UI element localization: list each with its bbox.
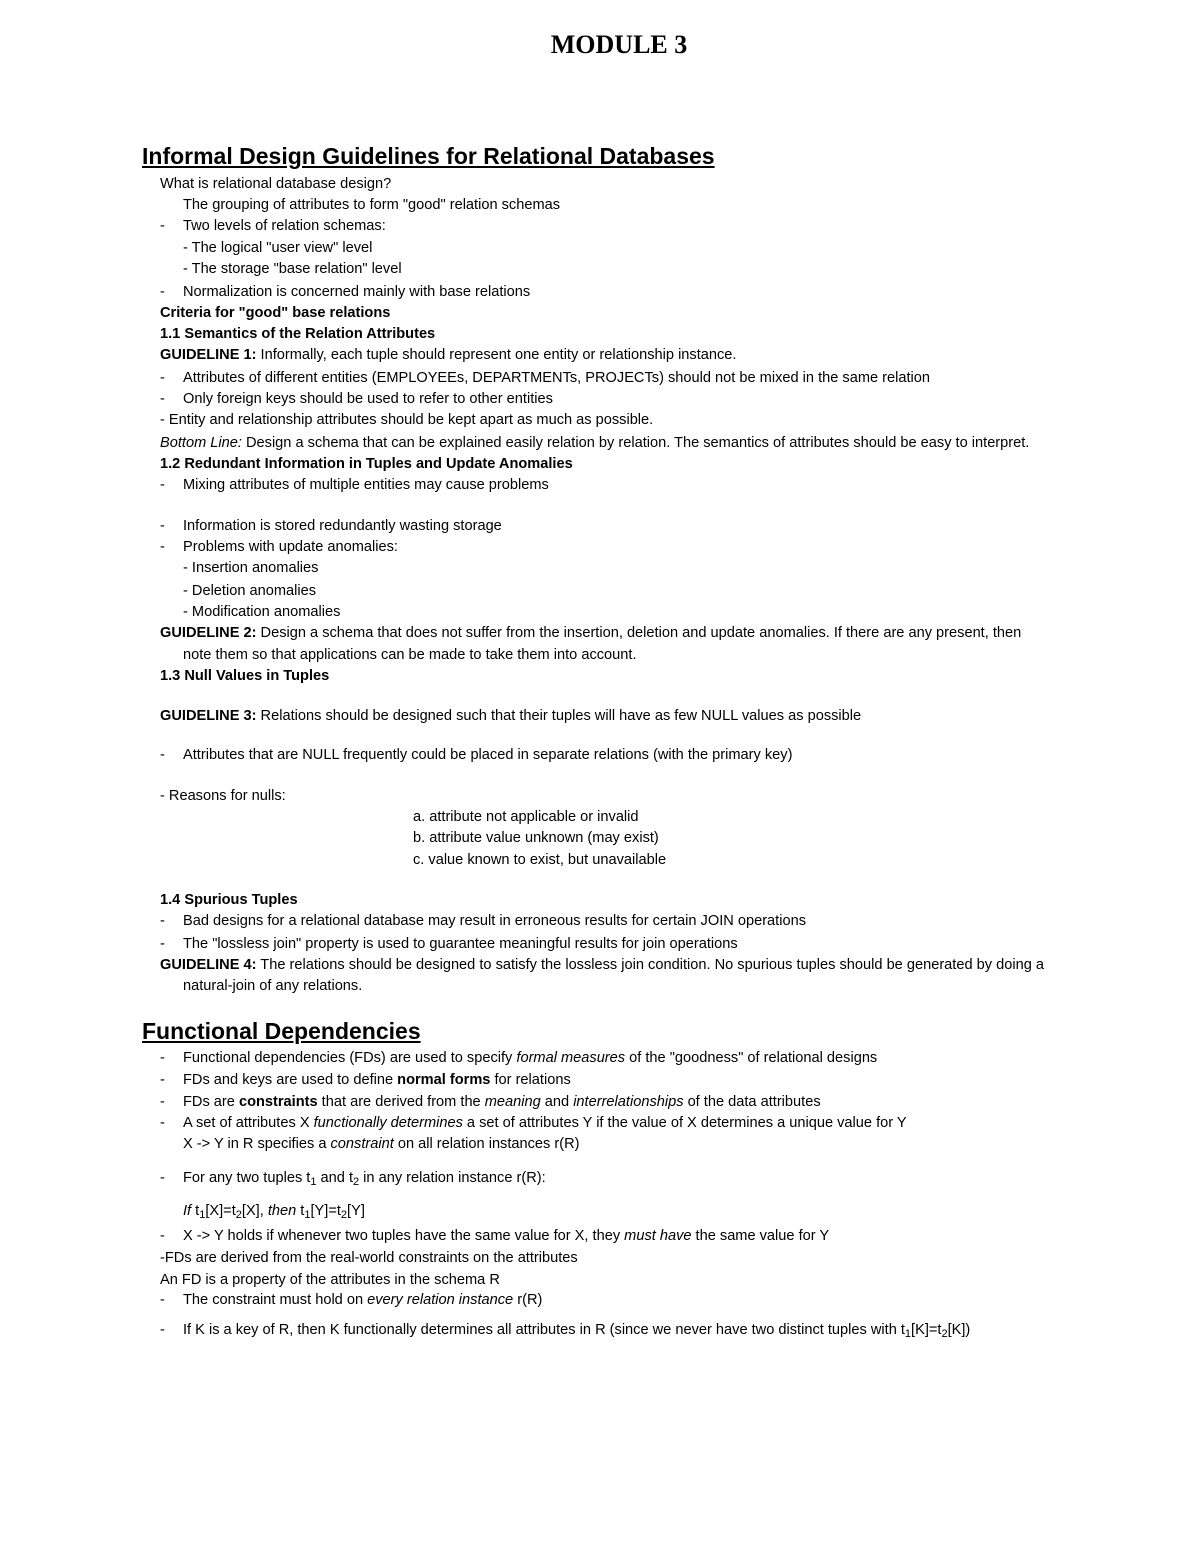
text-run: [Y] <box>347 1203 365 1219</box>
text-run: for relations <box>490 1072 571 1088</box>
subscript: 2 <box>941 1328 948 1340</box>
bullet-dash: - <box>160 1072 165 1088</box>
subscript: 1 <box>304 1209 311 1221</box>
bottom-line-label: Bottom Line: <box>160 435 242 451</box>
bullet-dash: - <box>160 747 165 763</box>
text-run: If K is a key of R, then K functionally determines all attributes in R (since we never have two distinct tuples with t <box>183 1322 905 1338</box>
bullet-item <box>183 1320 970 1344</box>
bullet-dash: - <box>160 1094 165 1110</box>
text-run: X -> Y holds if whenever two tuples have the same value for X, they <box>183 1228 625 1244</box>
text-run: meaning <box>484 1094 541 1110</box>
text-run: Functional dependencies (FDs) are used to specify <box>183 1050 517 1066</box>
text-run: [X]=t <box>205 1203 236 1219</box>
sub-item: - Modification anomalies <box>183 604 341 620</box>
text-run: The constraint must hold on <box>183 1292 368 1308</box>
reasons-heading: - Reasons for nulls: <box>160 788 286 804</box>
bullet-dash: - <box>160 284 165 300</box>
text-run: a set of attributes Y if the value of X determines a unique value for Y <box>462 1115 907 1131</box>
bullet-item: Attributes of different entities (EMPLOYEEs, DEPARTMENTs, PROJECTs) should not be mixed in the same relation <box>183 370 931 386</box>
fd-definition <box>183 1134 580 1154</box>
text-run: on all relation instances r(R) <box>393 1136 580 1152</box>
bullet-item: - Entity and relationship attributes should be kept apart as much as possible. <box>160 412 654 428</box>
text-run: FDs and keys are used to define <box>183 1072 398 1088</box>
bullet-item <box>183 1048 877 1068</box>
bullet-dash: - <box>160 1292 165 1308</box>
subscript: 2 <box>340 1209 348 1221</box>
subsection-1-1: 1.1 Semantics of the Relation Attributes <box>160 326 436 342</box>
bullet-dash: - <box>160 539 165 555</box>
sub-item: - Deletion anomalies <box>183 583 317 599</box>
subsection-1-2: 1.2 Redundant Information in Tuples and Update Anomalies <box>160 456 573 472</box>
text-run: constraints <box>238 1094 318 1110</box>
bullet-item <box>183 1113 907 1133</box>
guideline-2-continued: note them so that applications can be made to take them into account. <box>183 647 637 663</box>
bullet-item <box>183 1092 821 1112</box>
subsection-1-4: 1.4 Spurious Tuples <box>160 892 298 908</box>
bullet-dash: - <box>160 1170 165 1186</box>
text-run: A set of attributes X <box>183 1115 314 1131</box>
text-run: that are derived from the <box>317 1094 485 1110</box>
text-run: r(R) <box>513 1292 543 1308</box>
guideline-text: Informally, each tuple should represent one entity or relationship instance. <box>256 347 737 363</box>
bullet-dash: - <box>160 518 165 534</box>
subscript: 1 <box>904 1328 912 1340</box>
bullet-item <box>183 1070 571 1090</box>
sub-item: - Insertion anomalies <box>183 560 319 576</box>
bullet-dash: - <box>160 1115 165 1131</box>
section-heading-fds: Functional Dependencies <box>142 1018 421 1044</box>
bullet-dash: - <box>160 477 165 493</box>
text-run: of the "goodness" of relational designs <box>625 1050 878 1066</box>
text-run: [K]) <box>947 1322 971 1338</box>
bullet-item: Problems with update anomalies: <box>183 539 398 555</box>
text-run: and <box>540 1094 574 1110</box>
subscript: 2 <box>235 1209 242 1221</box>
criteria-heading: Criteria for "good" base relations <box>160 305 391 321</box>
guideline-3 <box>160 706 861 726</box>
reason-item: c. value known to exist, but unavailable <box>413 852 667 868</box>
answer-line: The grouping of attributes to form "good" relation schemas <box>183 197 561 213</box>
fd-note: An FD is a property of the attributes in the schema R <box>160 1272 500 1288</box>
bullet-item: Bad designs for a relational database may result in erroneous results for certain JOIN operations <box>183 913 806 929</box>
section-heading-guidelines: Informal Design Guidelines for Relational Databases <box>142 143 715 169</box>
text-run: If <box>183 1203 192 1219</box>
text-run: of the data attributes <box>683 1094 821 1110</box>
text-run: constraint <box>330 1136 394 1152</box>
text-run: FDs are <box>183 1094 239 1110</box>
bottom-line <box>160 433 1029 453</box>
subscript: 2 <box>353 1176 360 1188</box>
text-run: normal forms <box>397 1072 491 1088</box>
text-run: [K]=t <box>911 1322 942 1338</box>
bullet-item <box>183 1226 829 1246</box>
guideline-label: GUIDELINE 1: <box>160 347 257 363</box>
question-line: What is relational database design? <box>160 176 392 192</box>
bullet-item <box>183 1168 546 1192</box>
guideline-label: GUIDELINE 4: <box>160 957 257 973</box>
bullet-dash: - <box>160 218 165 234</box>
guideline-label: GUIDELINE 3: <box>160 708 257 724</box>
text-run: must have <box>624 1228 692 1244</box>
subscript: 1 <box>310 1176 317 1188</box>
text-run: [X], <box>241 1203 268 1219</box>
bullet-dash: - <box>160 1050 165 1066</box>
bullet-dash: - <box>160 936 165 952</box>
reason-item: a. attribute not applicable or invalid <box>413 809 639 825</box>
bullet-item: The "lossless join" property is used to guarantee meaningful results for join operations <box>183 936 738 952</box>
bullet-item: Two levels of relation schemas: <box>183 218 386 234</box>
text-run: t <box>191 1203 200 1219</box>
guideline-text: The relations should be designed to satisfy the lossless join condition. No spurious tuples should be generated by doing a <box>256 957 1044 973</box>
text-run: then <box>267 1203 297 1219</box>
guideline-text: Design a schema that does not suffer from the insertion, deletion and update anomalies. If there are any present, then <box>256 625 1022 641</box>
guideline-4 <box>160 955 1044 975</box>
text-run: [Y]=t <box>310 1203 341 1219</box>
sub-item: - The storage "base relation" level <box>183 261 402 277</box>
bullet-item: Information is stored redundantly wasting storage <box>183 518 502 534</box>
bullet-item: Normalization is concerned mainly with base relations <box>183 284 531 300</box>
fd-formula <box>183 1201 365 1225</box>
text-run: the same value for Y <box>691 1228 830 1244</box>
text-run: interrelationships <box>573 1094 684 1110</box>
page-title: MODULE 3 <box>550 30 688 59</box>
guideline-2 <box>160 623 1021 643</box>
sub-item: - The logical "user view" level <box>183 240 373 256</box>
text-run: X -> Y in R specifies a <box>183 1136 331 1152</box>
bullet-dash: - <box>160 370 165 386</box>
text-run: For any two tuples t <box>183 1170 311 1186</box>
text-run: and t <box>316 1170 353 1186</box>
text-run: every relation instance <box>367 1292 514 1308</box>
text-run: t <box>296 1203 305 1219</box>
subscript: 1 <box>199 1209 206 1221</box>
bullet-dash: - <box>160 913 165 929</box>
text-run: formal measures <box>516 1050 626 1066</box>
text-run: in any relation instance r(R): <box>359 1170 546 1186</box>
guideline-text: Relations should be designed such that their tuples will have as few NULL values as possible <box>256 708 862 724</box>
bullet-item: Mixing attributes of multiple entities may cause problems <box>183 477 549 493</box>
bullet-dash: - <box>160 1322 165 1338</box>
guideline-label: GUIDELINE 2: <box>160 625 257 641</box>
fd-note: -FDs are derived from the real-world constraints on the attributes <box>160 1250 578 1266</box>
bullet-item: Only foreign keys should be used to refer to other entities <box>183 391 553 407</box>
reason-item: b. attribute value unknown (may exist) <box>413 830 659 846</box>
bullet-dash: - <box>160 1228 165 1244</box>
text-run: functionally determines <box>313 1115 463 1131</box>
bullet-dash: - <box>160 391 165 407</box>
guideline-1 <box>160 345 736 365</box>
bottom-line-text: Design a schema that can be explained easily relation by relation. The semantics of attributes should be easy to interpret. <box>241 435 1030 451</box>
bullet-item <box>183 1290 542 1310</box>
subsection-1-3: 1.3 Null Values in Tuples <box>160 668 330 684</box>
guideline-4-continued: natural-join of any relations. <box>183 978 363 994</box>
bullet-item: Attributes that are NULL frequently could be placed in separate relations (with the primary key) <box>183 747 793 763</box>
